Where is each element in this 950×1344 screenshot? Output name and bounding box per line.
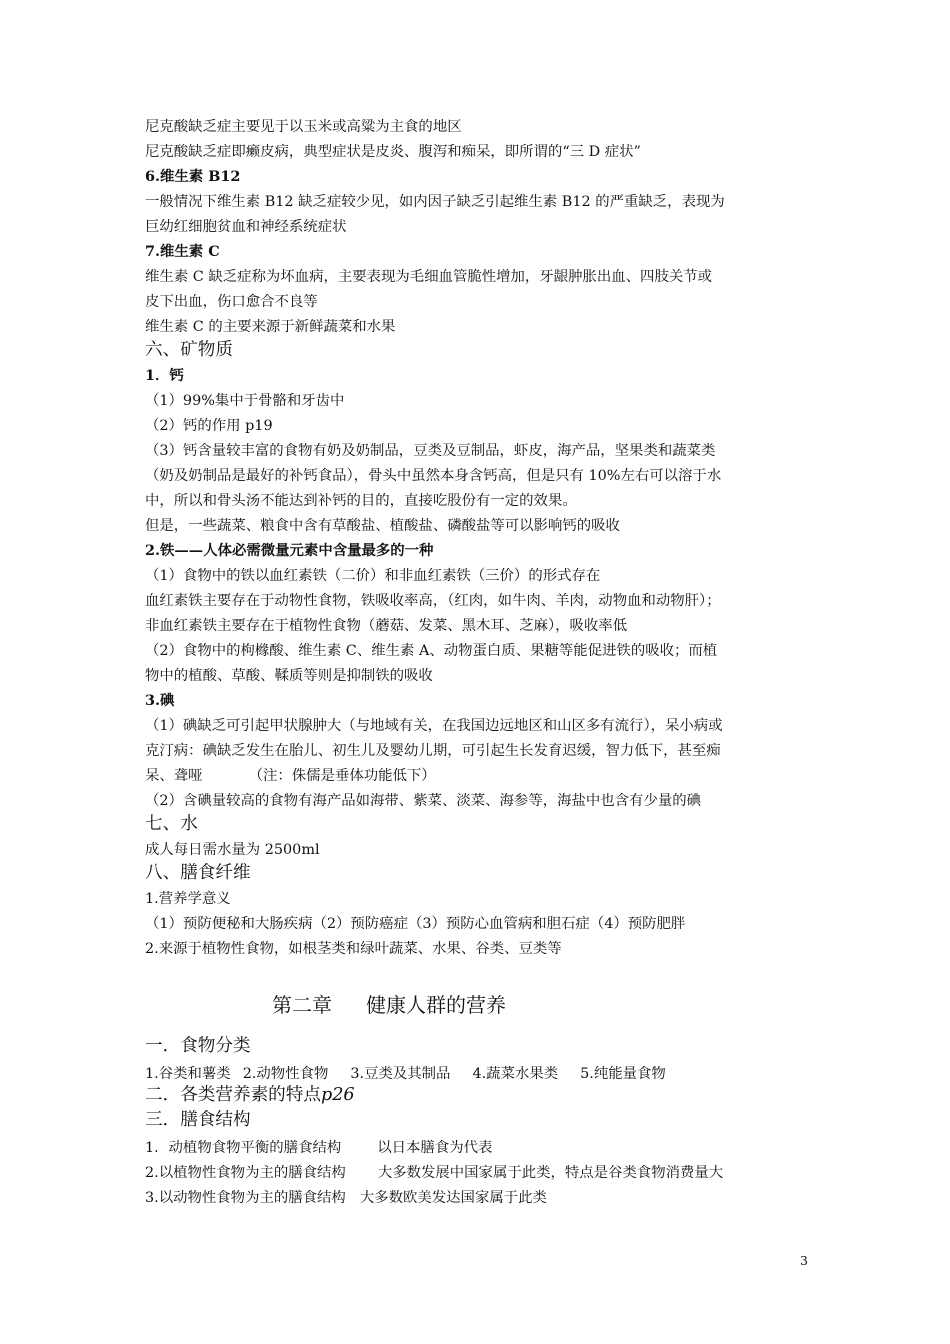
- text-line: 尼克酸缺乏症主要见于以玉米或高粱为主食的地区: [145, 119, 462, 135]
- text-span: 2.以植物性食物为主的膳食结构: [145, 1165, 346, 1181]
- text-span: 以日本膳食为代表: [377, 1140, 493, 1156]
- text-line: [145, 1163, 723, 1183]
- text-line: 但是，一些蔬菜、粮食中含有草酸盐、植酸盐、磷酸盐等可以影响钙的吸收: [145, 518, 620, 534]
- list-item: 3.豆类及其制品: [350, 1066, 451, 1082]
- section-title: 三．膳食结构: [145, 1110, 251, 1130]
- text-line: 非血红素铁主要存在于植物性食物（蘑菇、发菜、黑木耳、芝麻），吸收率低: [145, 618, 628, 634]
- text-line: 1.营养学意义: [145, 891, 231, 907]
- section-heading: 3.碘: [145, 692, 175, 709]
- section-title: 八、膳食纤维: [145, 863, 251, 883]
- text-line: （1）预防便秘和大肠疾病（2）预防癌症（3）预防心血管病和胆石症（4）预防肥胖: [145, 916, 686, 932]
- text-line: 血红素铁主要存在于动物性食物，铁吸收率高，（红肉，如牛肉、羊肉，动物血和动物肝）；: [145, 593, 721, 609]
- text-span: 大多数发展中国家属于此类，特点是谷类食物消费量大: [377, 1165, 724, 1181]
- text-span: 大多数欧美发达国家属于此类: [359, 1190, 547, 1206]
- text-line: 维生素 C 的主要来源于新鲜蔬菜和水果: [145, 319, 396, 335]
- text-line: （2）食物中的枸橼酸、维生素 C、维生素 A、动物蛋白质、果糖等能促进铁的吸收；而植: [145, 643, 718, 659]
- section-title: 一．食物分类: [145, 1036, 251, 1056]
- section-heading: 1．钙: [145, 367, 184, 384]
- page-number: 3: [800, 1253, 808, 1268]
- text-line: [145, 766, 436, 786]
- list-item: 2.动物性食物: [242, 1066, 329, 1082]
- section-title-text: 二．各类营养素的特点: [145, 1085, 321, 1105]
- list-item: 4.蔬菜水果类: [472, 1066, 559, 1082]
- food-category-list: [145, 1064, 666, 1084]
- note-span: （注：侏儒是垂体功能低下）: [248, 768, 436, 784]
- section-title: 六、矿物质: [145, 340, 233, 360]
- text-span: 呆、聋哑: [145, 768, 203, 784]
- text-line: 中，所以和骨头汤不能达到补钙的目的，直接吃股份有一定的效果。: [145, 493, 577, 509]
- text-line: 维生素 C 缺乏症称为坏血病，主要表现为毛细血管脆性增加，牙龈肿胀出血、四肢关节或: [145, 269, 713, 285]
- text-line: （3）钙含量较丰富的食物有奶及奶制品，豆类及豆制品，虾皮，海产品，坚果类和蔬菜类: [145, 443, 716, 459]
- list-item: 1.谷类和薯类: [145, 1066, 231, 1082]
- section-title: [145, 1084, 355, 1106]
- text-span: 1．动植物食物平衡的膳食结构: [145, 1140, 342, 1156]
- text-line: 物中的植酸、草酸、鞣质等则是抑制铁的吸收: [145, 668, 433, 684]
- section-heading: 6.维生素 B12: [145, 168, 241, 185]
- text-line: （1）99%集中于骨骼和牙齿中: [145, 393, 345, 409]
- chapter-title: [272, 992, 506, 1018]
- text-span: 3.以动物性食物为主的膳食结构: [145, 1190, 346, 1206]
- text-line: （2）含碘量较高的食物有海产品如海带、紫菜、淡菜、海参等，海盐中也含有少量的碘: [145, 793, 702, 809]
- text-line: 克汀病：碘缺乏发生在胎儿、初生儿及婴幼儿期，可引起生长发育迟缓，智力低下，甚至痴: [145, 743, 721, 759]
- text-line: （1）食物中的铁以血红素铁（二价）和非血红素铁（三价）的形式存在: [145, 568, 601, 584]
- section-heading: 2.铁——人体必需微量元素中含量最多的一种: [145, 542, 434, 559]
- chapter-number: 第二章: [272, 993, 332, 1017]
- text-line: 一般情况下维生素 B12 缺乏症较少见，如内因子缺乏引起维生素 B12 的严重缺乏，表现为: [145, 194, 725, 210]
- section-heading: 7.维生素 C: [145, 243, 220, 260]
- text-line: 巨幼红细胞贫血和神经系统症状: [145, 219, 347, 235]
- text-line: [145, 1138, 492, 1158]
- text-line: [145, 1188, 547, 1208]
- page-reference: p26: [320, 1085, 355, 1105]
- section-title: 七、水: [145, 814, 198, 834]
- chapter-name: 健康人群的营养: [366, 993, 506, 1017]
- list-item: 5.纯能量食物: [580, 1066, 666, 1082]
- text-line: 成人每日需水量为 2500ml: [145, 842, 320, 858]
- text-line: 皮下出血，伤口愈合不良等: [145, 294, 318, 310]
- text-line: 2.来源于植物性食物，如根茎类和绿叶蔬菜、水果、谷类、豆类等: [145, 941, 562, 957]
- text-line: 尼克酸缺乏症即癞皮病，典型症状是皮炎、腹泻和痴呆，即所谓的“三 D 症状”: [145, 144, 641, 160]
- text-line: （1）碘缺乏可引起甲状腺肿大（与地域有关，在我国边远地区和山区多有流行），呆小病或: [145, 718, 723, 734]
- text-line: （2）钙的作用 p19: [145, 418, 273, 434]
- text-line: （奶及奶制品是最好的补钙食品），骨头中虽然本身含钙高，但是只有 10%左右可以溶于水: [145, 468, 722, 484]
